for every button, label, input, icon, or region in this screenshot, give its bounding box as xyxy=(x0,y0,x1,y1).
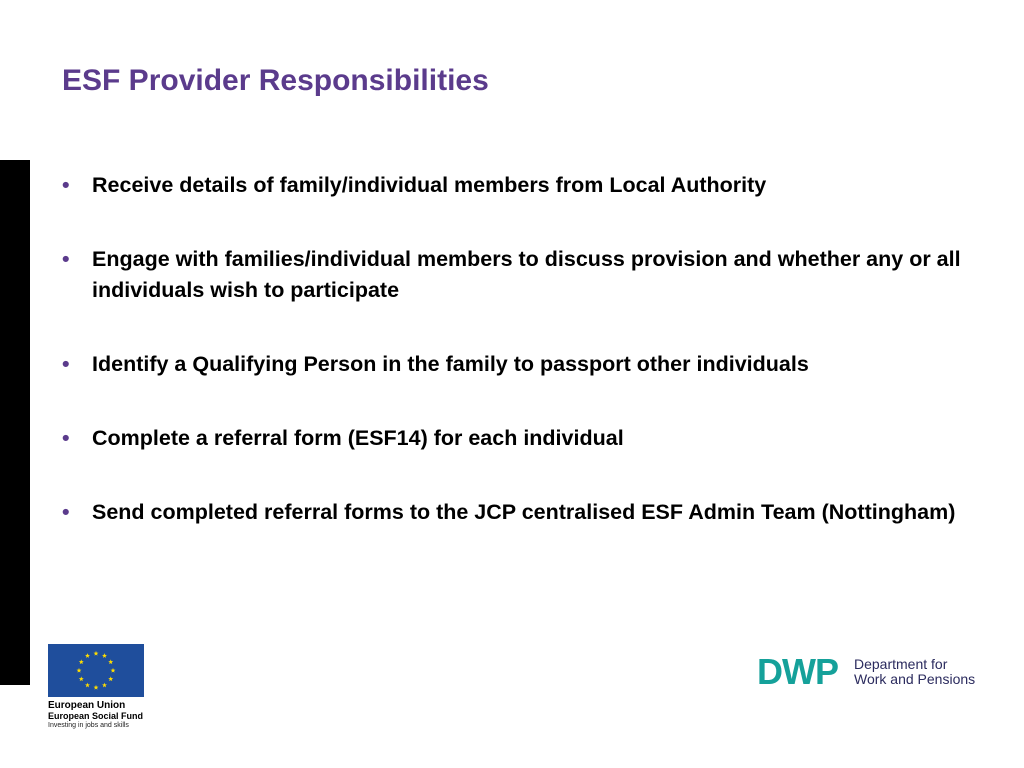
eu-star xyxy=(85,653,90,658)
bullet-marker: • xyxy=(62,426,70,450)
eu-logo-subtitle: European Social Fund xyxy=(48,711,144,721)
bullet-text: Receive details of family/individual members from Local Authority xyxy=(92,173,767,197)
dwp-full-name xyxy=(854,657,975,687)
dwp-name-line2: Work and Pensions xyxy=(854,671,976,687)
bullet-text: Identify a Qualifying Person in the family to passport other individuals xyxy=(92,352,809,376)
eu-star xyxy=(111,668,116,673)
bullet-item xyxy=(62,497,982,528)
bullet-text: Complete a referral form (ESF14) for each individual xyxy=(92,426,624,450)
eu-star xyxy=(94,685,99,690)
bullet-item xyxy=(62,423,982,454)
eu-star xyxy=(102,683,107,688)
eu-star xyxy=(108,676,113,681)
eu-flag-icon xyxy=(48,644,144,697)
eu-logo-tagline: Investing in jobs and skills xyxy=(48,722,129,729)
eu-star xyxy=(85,683,90,688)
eu-star xyxy=(94,651,99,656)
bullet-text: Engage with families/individual members to discuss provision and whether any or all individuals wish to participate xyxy=(92,247,961,302)
bullet-item xyxy=(62,244,982,306)
eu-star xyxy=(102,653,107,658)
left-edge-bar xyxy=(0,160,30,685)
bullet-marker: • xyxy=(62,173,70,197)
dwp-logo xyxy=(757,652,975,692)
bullet-marker: • xyxy=(62,247,70,271)
bullet-text: Send completed referral forms to the JCP centralised ESF Admin Team (Nottingham) xyxy=(92,500,956,524)
eu-star xyxy=(79,659,84,664)
eu-star xyxy=(79,676,84,681)
bullet-item xyxy=(62,170,982,201)
bullet-marker: • xyxy=(62,352,70,376)
slide-title: ESF Provider Responsibilities xyxy=(62,64,489,97)
bullet-item xyxy=(62,349,982,380)
eu-star xyxy=(77,668,82,673)
eu-star xyxy=(108,659,113,664)
dwp-acronym: DWP xyxy=(757,651,838,692)
eu-logo xyxy=(48,644,148,730)
eu-logo-title: European Union xyxy=(48,700,126,711)
dwp-name-line1: Department for xyxy=(854,656,948,672)
bullet-list xyxy=(62,170,982,571)
bullet-marker: • xyxy=(62,500,70,524)
